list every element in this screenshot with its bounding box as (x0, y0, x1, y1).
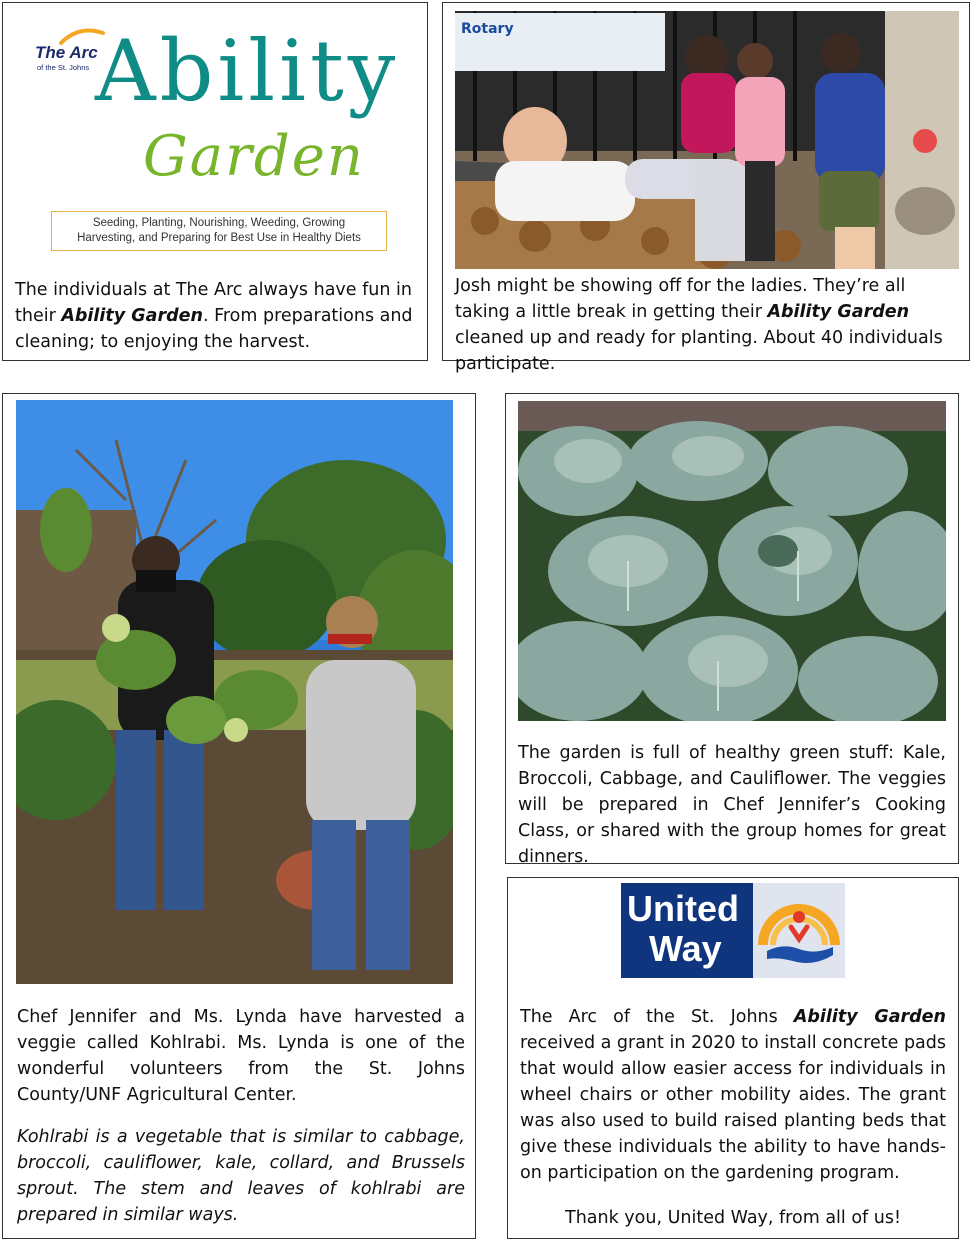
panel-josh (442, 2, 970, 374)
kohlrabi-paragraph-1: Chef Jennifer and Ms. Lynda have harvested a veggie called Kohlrabi. Ms. Lynda is one of the wonderful volunteers from the St. Johns County/UNF Agricultural Center. (17, 1007, 465, 1105)
garden-wordmark: Garden (143, 124, 365, 189)
arc-logo-subtitle: of the St. Johns (37, 63, 90, 72)
united-way-logo (621, 883, 845, 978)
united-way-caption: The Arc of the St. Johns Ability Garden received a grant in 2020 to install concrete pads that would allow easier access for individuals in wheel chairs or other mobility aides. The grant was also used to build raised planting beds that give these individuals the ability to have hands-on participation on the gardening program. (520, 1007, 947, 1183)
panel-kohlrabi (2, 393, 476, 1239)
tagline-line-2: Harvesting, and Preparing for Best Use in Healthy Diets (77, 232, 361, 244)
kohlrabi-paragraph-2: Kohlrabi is a vegetable that is similar to cabbage, broccoli, cauliflower, kale, collard, and Brussels sprout. The stem and leaves of kohlrabi are prepared in similar ways. (17, 1127, 465, 1225)
intro-text: The individuals at The Arc always have fun in their Ability Garden. From preparations and cleaning; to enjoying the harvest. (15, 280, 413, 352)
arc-logo-name: The Arc (35, 43, 98, 62)
kohlrabi-caption (17, 1004, 465, 1228)
united-way-logo-line-2: Way (649, 928, 722, 969)
garden-caption: The garden is full of healthy green stuff: Kale, Broccoli, Cabbage, and Cauliflower. The veggies will be prepared in Chef Jennifer’s Cooking Class, or shared with the group homes for great dinners. (518, 743, 946, 867)
garden-greens-photo (518, 401, 946, 721)
josh-wheelbarrow-photo (455, 11, 959, 269)
josh-caption: Josh might be showing off for the ladies. They’re all taking a little break in getting their Ability Garden cleaned up and ready for planting. About 40 individuals participate. (455, 276, 943, 374)
panel-garden (505, 393, 959, 867)
rotary-sign-text: Rotary (461, 21, 514, 37)
tagline-line-1: Seeding, Planting, Nourishing, Weeding, Growing (92, 217, 346, 229)
panel-intro (2, 2, 428, 361)
united-way-hand-rainbow-icon (753, 883, 845, 978)
kohlrabi-harvest-photo (16, 400, 453, 984)
ability-wordmark: Ability (95, 22, 400, 120)
logo-tagline (51, 211, 387, 251)
united-way-logo-line-1: United (627, 888, 739, 929)
united-way-thanks: Thank you, United Way, from all of us! (565, 1208, 901, 1228)
